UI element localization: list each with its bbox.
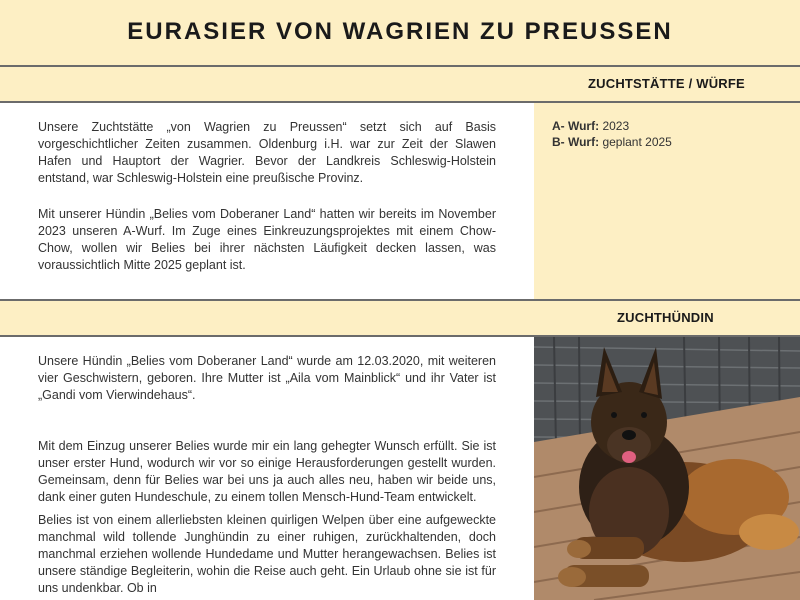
litter-value: geplant 2025 (599, 135, 672, 149)
litter-label: B- Wurf: (552, 135, 600, 149)
title-band (0, 0, 800, 65)
litter-value: 2023 (599, 119, 630, 133)
litter-label: A- Wurf: (552, 119, 600, 133)
litter-b (552, 135, 672, 149)
litter-a (552, 119, 629, 133)
paragraph: Mit unserer Hündin „Belies vom Doberaner Land“ hatten wir bereits im November 2023 unseren A-Wurf. Im Zuge eines Einkreuzungsprojektes mit einem Chow-Chow, wollen wir Belies bei ihrer nächsten Läufigkeit decken lassen, was voraussichtlich Mitte 2025 geplant ist. (38, 207, 496, 272)
site-title: EURASIER VON WAGRIEN ZU PREUSSEN (127, 18, 673, 45)
section-header-zuchtstaette (0, 67, 800, 101)
litters-panel (534, 103, 800, 299)
paragraph: Mit dem Einzug unserer Belies wurde mir ein lang gehegter Wunsch erfüllt. Sie ist unser erster Hund, wodurch wir vor so einige Herausforderungen gestellt wurden. Gemeinsam, denn für Belies war bei uns ja auch alles neu, haben wir beide uns, dank einer guten Hundeschule, zu einem tollen Mensch-Hund-Team entwickelt. (38, 439, 496, 504)
paragraph: Unsere Zuchtstätte „von Wagrien zu Preussen“ setzt sich auf Basis vorgeschichtlicher Zeiten zusammen. Oldenburg i.H. war zur Zeit der Slawen Hafen und Hauptort der Wagrier. Bevor der Landkreis Schleswig-Holstein entstand, war Schleswig-Holstein eine preußische Provinz. (38, 120, 496, 185)
section-header-zuchthuendin (0, 301, 800, 335)
paragraph: Unsere Hündin „Belies vom Doberaner Land“ wurde am 12.03.2020, mit weiteren vier Geschwistern, geboren. Ihre Mutter ist „Aila vom Mainblick“ und ihr Vater ist „Gandi vom Vierwindehaus“. (38, 354, 496, 402)
paragraph: Belies ist von einem allerliebsten kleinen quirligen Welpen über eine aufgeweckte manchmal wild tollende Junghündin zu einer ruhigen, zurückhaltenden, doch manchmal erziehen wollende Hundedame und Mutter herangewachsen. Belies ist unsere ständige Begleiterin, wohin die Reise auch geht. Ein Urlaub ohne sie ist für uns undenkbar. Ob in (38, 513, 496, 595)
section-heading: ZUCHTSTÄTTE / WÜRFE (588, 76, 745, 91)
section-heading: ZUCHTHÜNDIN (617, 310, 714, 325)
dog-photo (534, 337, 800, 600)
